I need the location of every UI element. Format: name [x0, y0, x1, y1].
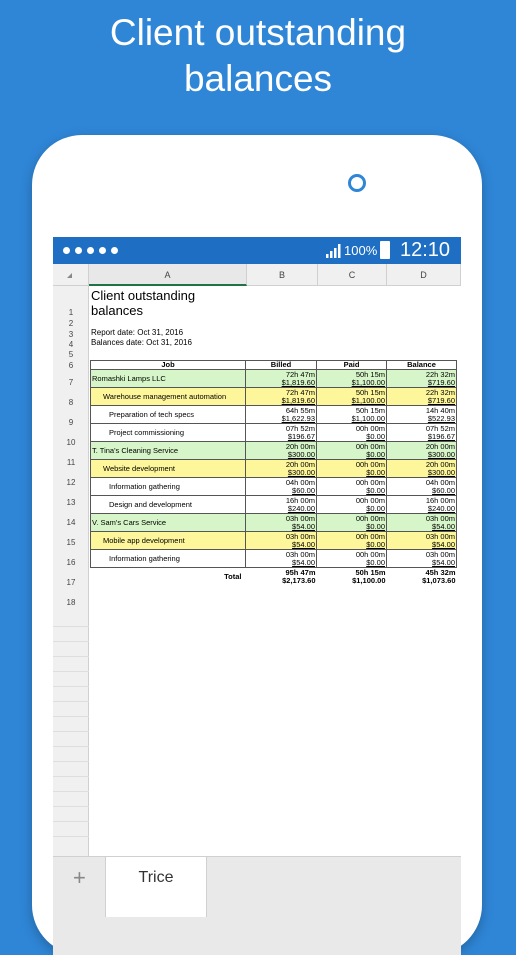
billed-hours: 16h 00m [285, 495, 315, 505]
table-row [91, 532, 457, 550]
total-billed[interactable] [246, 568, 317, 586]
paid-amount: $0.00 [366, 539, 385, 549]
paid-hours: 00h 00m [355, 531, 385, 541]
billed-cell[interactable] [246, 370, 317, 388]
billed-hours: 20h 00m [285, 441, 315, 451]
balance-hours: 16h 00m [425, 495, 455, 505]
paid-cell[interactable] [317, 532, 387, 550]
paid-cell[interactable] [317, 442, 387, 460]
headline-line-2: balances [183, 58, 333, 99]
paid-amount: $1,100.00 [351, 395, 385, 405]
balance-cell[interactable] [387, 406, 457, 424]
paid-hours: 50h 15m [355, 405, 385, 415]
spreadsheet-grid[interactable] [89, 286, 461, 856]
paid-amount: $0.00 [366, 431, 385, 441]
billed-cell[interactable] [246, 532, 317, 550]
row-header[interactable]: 13 [66, 498, 76, 507]
paid-cell[interactable] [317, 424, 387, 442]
job-cell[interactable]: Mobile app development [91, 532, 246, 550]
balance-cell[interactable] [387, 550, 457, 568]
balance-cell[interactable] [387, 478, 457, 496]
paid-hours: 50h 15m [355, 369, 385, 379]
balance-cell[interactable] [387, 514, 457, 532]
paid-cell[interactable] [317, 406, 387, 424]
paid-amount: $0.00 [366, 467, 385, 477]
billed-cell[interactable] [246, 550, 317, 568]
paid-amount: $0.00 [366, 503, 385, 513]
job-cell[interactable]: Preparation of tech specs [91, 406, 246, 424]
paid-cell[interactable] [317, 388, 387, 406]
paid-hours: 50h 15m [355, 387, 385, 397]
paid-cell[interactable] [317, 478, 387, 496]
balance-amount: $60.00 [432, 485, 455, 495]
paid-amount: $1,100.00 [351, 377, 385, 387]
add-sheet-button[interactable]: + [73, 865, 86, 890]
row-header[interactable]: 11 [66, 458, 76, 467]
billed-amount: $54.00 [292, 521, 315, 531]
table-row [91, 550, 457, 568]
notification-dots-icon [63, 247, 118, 254]
balance-amount: $54.00 [432, 539, 455, 549]
billed-hours: 03h 00m [285, 513, 315, 523]
billed-hours: 72h 47m [285, 369, 315, 379]
balance-hours: 04h 00m [425, 477, 455, 487]
balance-amount: $54.00 [432, 521, 455, 531]
paid-cell[interactable] [317, 460, 387, 478]
table-row [91, 496, 457, 514]
billed-cell[interactable] [246, 514, 317, 532]
phone-screen [53, 237, 461, 955]
sheet-tab-bar [53, 856, 461, 955]
total-billed-amount: $2,173.60 [282, 576, 316, 586]
job-cell[interactable]: V. Sam's Cars Service [91, 514, 246, 532]
table-row [91, 406, 457, 424]
billed-amount: $1,819.60 [281, 377, 315, 387]
table-row [91, 478, 457, 496]
job-cell[interactable]: Project commissioning [91, 424, 246, 442]
billed-amount: $54.00 [292, 557, 315, 567]
billed-cell[interactable] [246, 442, 317, 460]
balance-hours: 20h 00m [425, 441, 455, 451]
table-row [91, 388, 457, 406]
table-row [91, 514, 457, 532]
row-header[interactable]: 17 [66, 578, 76, 587]
balance-amount: $54.00 [432, 557, 455, 567]
total-label[interactable]: Total [224, 571, 242, 581]
billed-amount: $196.67 [287, 431, 315, 441]
balances-date: Balances date: Oct 31, 2016 [91, 338, 192, 347]
battery-icon [380, 241, 390, 259]
row-header[interactable]: 2 [68, 319, 74, 328]
table-row [91, 442, 457, 460]
balance-cell[interactable] [387, 442, 457, 460]
total-balance-amount: $1,073.60 [422, 576, 456, 586]
headline-line-1: Client outstanding [109, 12, 407, 53]
status-bar [53, 237, 461, 264]
paid-hours: 00h 00m [355, 549, 385, 559]
column-header-b[interactable]: B [247, 264, 318, 286]
paid-amount: $0.00 [366, 485, 385, 495]
billed-cell[interactable] [246, 406, 317, 424]
paid-hours: 00h 00m [355, 459, 385, 469]
sheet-tab-label: Trice [138, 869, 174, 886]
total-balance[interactable] [387, 568, 457, 586]
billed-amount: $300.00 [287, 467, 315, 477]
total-row [91, 568, 457, 586]
billed-hours: 20h 00m [285, 459, 315, 469]
total-paid-amount: $1,100.00 [352, 576, 386, 586]
billed-hours: 64h 55m [285, 405, 315, 415]
job-cell[interactable]: Design and development [91, 496, 246, 514]
balance-cell[interactable] [387, 388, 457, 406]
battery-percent: 100% [344, 243, 378, 258]
row-header[interactable]: 15 [66, 538, 76, 547]
total-billed-hours: 95h 47m [285, 567, 316, 577]
paid-hours: 00h 00m [355, 441, 385, 451]
row-headers [53, 286, 89, 856]
billed-hours: 04h 00m [285, 477, 315, 487]
billed-hours: 03h 00m [285, 531, 315, 541]
balance-amount: $719.60 [427, 395, 455, 405]
balance-amount: $300.00 [427, 449, 455, 459]
signal-icon [326, 244, 342, 258]
row-header[interactable]: 5 [68, 350, 74, 359]
row-header[interactable]: 8 [68, 398, 74, 407]
job-cell[interactable]: Information gathering [91, 478, 246, 496]
paid-amount: $0.00 [366, 521, 385, 531]
balance-amount: $240.00 [427, 503, 455, 513]
row-header[interactable]: 12 [66, 478, 76, 487]
billed-cell[interactable] [246, 478, 317, 496]
table-row [91, 460, 457, 478]
row-header[interactable]: 6 [68, 361, 74, 370]
job-cell[interactable]: Romashki Lamps LLC [91, 370, 246, 388]
balance-cell[interactable] [387, 496, 457, 514]
total-balance-hours: 45h 32m [425, 567, 456, 577]
paid-hours: 00h 00m [355, 477, 385, 487]
balance-hours: 03h 00m [425, 513, 455, 523]
sheet-title-line-2: balances [91, 303, 144, 318]
billed-amount: $240.00 [287, 503, 315, 513]
balance-hours: 20h 00m [425, 459, 455, 469]
paid-cell[interactable] [317, 514, 387, 532]
balance-cell[interactable] [387, 370, 457, 388]
job-cell[interactable]: T. Tina's Cleaning Service [91, 442, 246, 460]
balance-amount: $522.93 [427, 413, 455, 423]
table-row [91, 424, 457, 442]
row-header[interactable]: 3 [68, 330, 74, 339]
balance-hours: 22h 32m [425, 369, 455, 379]
paid-cell[interactable] [317, 550, 387, 568]
row-header[interactable]: 4 [68, 340, 74, 349]
balance-amount: $719.60 [427, 377, 455, 387]
balance-hours: 22h 32m [425, 387, 455, 397]
billed-amount: $1,819.60 [281, 395, 315, 405]
row-header[interactable]: 10 [66, 438, 76, 447]
job-cell[interactable]: Warehouse management automation [91, 388, 246, 406]
column-header-a[interactable]: A [89, 264, 247, 286]
balance-hours: 03h 00m [425, 531, 455, 541]
balance-hours: 03h 00m [425, 549, 455, 559]
phone-frame [32, 135, 482, 955]
status-time: 12:10 [400, 239, 451, 261]
row-header[interactable]: 18 [66, 598, 76, 607]
paid-cell[interactable] [317, 370, 387, 388]
billed-amount: $300.00 [287, 449, 315, 459]
header-paid[interactable]: Paid [317, 361, 387, 370]
row-header[interactable]: 14 [66, 518, 76, 527]
job-cell[interactable]: Information gathering [91, 550, 246, 568]
paid-amount: $0.00 [366, 557, 385, 567]
billed-hours: 07h 52m [285, 423, 315, 433]
billed-amount: $60.00 [292, 485, 315, 495]
paid-amount: $1,100.00 [351, 413, 385, 423]
billed-cell[interactable] [246, 388, 317, 406]
billed-amount: $54.00 [292, 539, 315, 549]
billed-amount: $1,622.93 [281, 413, 315, 423]
report-date: Report date: Oct 31, 2016 [91, 328, 184, 337]
camera-icon [348, 174, 366, 192]
paid-cell[interactable] [317, 496, 387, 514]
billed-cell[interactable] [246, 460, 317, 478]
balance-cell[interactable] [387, 460, 457, 478]
balance-amount: $300.00 [427, 467, 455, 477]
billed-hours: 03h 00m [285, 549, 315, 559]
column-header-c[interactable]: C [318, 264, 387, 286]
table-row [91, 370, 457, 388]
column-header-d[interactable]: D [387, 264, 461, 286]
paid-hours: 00h 00m [355, 495, 385, 505]
billed-cell[interactable] [246, 424, 317, 442]
row-header[interactable]: 7 [68, 378, 74, 387]
balance-hours: 14h 40m [425, 405, 455, 415]
billed-cell[interactable] [246, 496, 317, 514]
sheet-title-line-1: Client outstanding [91, 288, 196, 303]
total-paid-hours: 50h 15m [355, 567, 386, 577]
header-billed[interactable]: Billed [246, 361, 317, 370]
select-all-corner[interactable] [53, 264, 89, 286]
sheet-title [91, 288, 195, 318]
total-paid[interactable] [317, 568, 387, 586]
paid-hours: 00h 00m [355, 423, 385, 433]
header-job[interactable]: Job [91, 361, 246, 370]
row-header[interactable]: 9 [68, 418, 74, 427]
row-header[interactable]: 16 [66, 558, 76, 567]
balance-hours: 07h 52m [425, 423, 455, 433]
billed-hours: 72h 47m [285, 387, 315, 397]
balance-cell[interactable] [387, 532, 457, 550]
job-cell[interactable]: Website development [91, 460, 246, 478]
sheet-tab-trice[interactable] [105, 857, 207, 917]
paid-amount: $0.00 [366, 449, 385, 459]
paid-hours: 00h 00m [355, 513, 385, 523]
balance-cell[interactable] [387, 424, 457, 442]
headline [0, 10, 516, 102]
header-balance[interactable]: Balance [387, 361, 457, 370]
balance-amount: $196.67 [427, 431, 455, 441]
balances-table [90, 360, 457, 586]
row-header[interactable]: 1 [68, 308, 74, 317]
